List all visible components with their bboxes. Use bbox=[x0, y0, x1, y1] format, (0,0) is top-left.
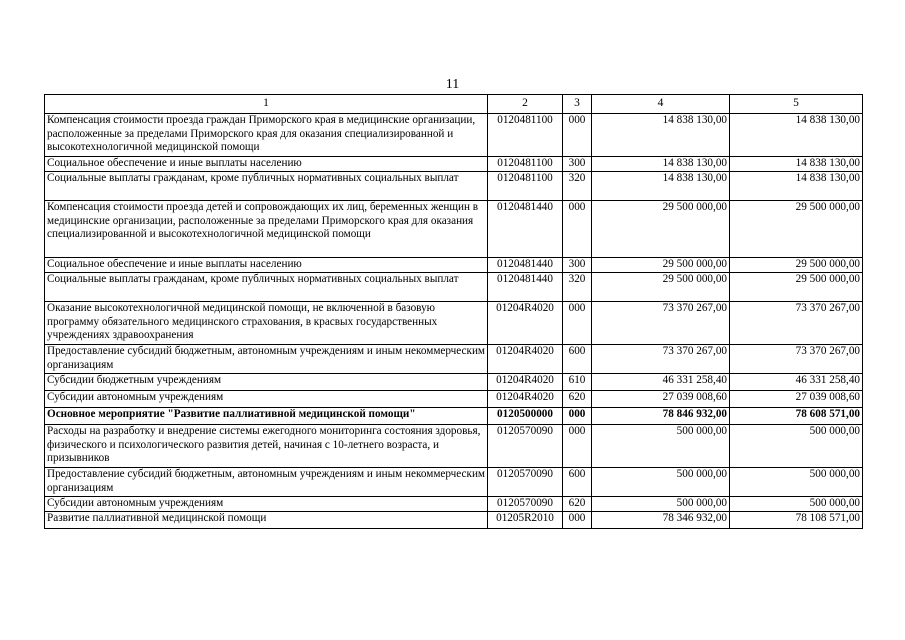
row-name: Субсидии автономным учреждениям bbox=[45, 391, 488, 408]
column-header-sum-2: 5 bbox=[730, 95, 863, 114]
table-row bbox=[45, 425, 863, 468]
row-kvr: 320 bbox=[563, 172, 592, 201]
row-code: 0120570090 bbox=[488, 425, 563, 468]
row-sum-2: 73 370 267,00 bbox=[730, 302, 863, 345]
row-kvr: 600 bbox=[563, 345, 592, 374]
row-sum-2: 29 500 000,00 bbox=[730, 273, 863, 302]
row-kvr: 000 bbox=[563, 114, 592, 157]
row-code: 0120481100 bbox=[488, 114, 563, 157]
row-name: Субсидии автономным учреждениям bbox=[45, 497, 488, 512]
row-sum-2: 29 500 000,00 bbox=[730, 201, 863, 258]
row-sum-1: 500 000,00 bbox=[592, 468, 730, 497]
table-row-main-activity bbox=[45, 408, 863, 425]
row-sum-2: 27 039 008,60 bbox=[730, 391, 863, 408]
row-code: 0120481100 bbox=[488, 157, 563, 172]
row-kvr: 620 bbox=[563, 497, 592, 512]
row-sum-1: 78 346 932,00 bbox=[592, 512, 730, 529]
row-code: 01204R4020 bbox=[488, 391, 563, 408]
row-sum-2: 14 838 130,00 bbox=[730, 172, 863, 201]
table-row bbox=[45, 497, 863, 512]
table-row bbox=[45, 172, 863, 201]
row-sum-2: 500 000,00 bbox=[730, 468, 863, 497]
row-sum-1: 14 838 130,00 bbox=[592, 157, 730, 172]
row-kvr: 000 bbox=[563, 408, 592, 425]
row-code: 01205R2010 bbox=[488, 512, 563, 529]
row-sum-2: 500 000,00 bbox=[730, 497, 863, 512]
row-sum-1: 500 000,00 bbox=[592, 425, 730, 468]
row-code: 0120481440 bbox=[488, 258, 563, 273]
table-row bbox=[45, 512, 863, 529]
row-code: 0120481440 bbox=[488, 201, 563, 258]
row-sum-1: 73 370 267,00 bbox=[592, 302, 730, 345]
row-sum-2: 78 608 571,00 bbox=[730, 408, 863, 425]
row-name: Субсидии бюджетным учреждениям bbox=[45, 374, 488, 391]
row-name: Социальное обеспечение и иные выплаты населению bbox=[45, 157, 488, 172]
row-sum-2: 73 370 267,00 bbox=[730, 345, 863, 374]
column-header-sum-1: 4 bbox=[592, 95, 730, 114]
row-name: Предоставление субсидий бюджетным, автономным учреждениям и иным некоммерческим организациям bbox=[45, 345, 488, 374]
row-name: Основное мероприятие "Развитие паллиативной медицинской помощи" bbox=[45, 408, 488, 425]
table-row bbox=[45, 258, 863, 273]
row-kvr: 000 bbox=[563, 425, 592, 468]
row-sum-1: 78 846 932,00 bbox=[592, 408, 730, 425]
row-name: Социальное обеспечение и иные выплаты населению bbox=[45, 258, 488, 273]
row-name: Оказание высокотехнологичной медицинской помощи, не включенной в базовую программу обязательного медицинского страхования, в красвых государственных учреждениях здравоохранения bbox=[45, 302, 488, 345]
row-name: Расходы на разработку и внедрение системы ежегодного мониторинга состояния здоровья, физического и психологического развития детей, начиная с 10-летнего возраста, и призывников bbox=[45, 425, 488, 468]
row-kvr: 610 bbox=[563, 374, 592, 391]
table-row bbox=[45, 302, 863, 345]
table-row bbox=[45, 201, 863, 258]
page-number: 11 bbox=[445, 77, 460, 92]
row-sum-1: 27 039 008,60 bbox=[592, 391, 730, 408]
row-name: Предоставление субсидий бюджетным, автономным учреждениям и иным некоммерческим организациям bbox=[45, 468, 488, 497]
row-code: 0120500000 bbox=[488, 408, 563, 425]
row-sum-1: 14 838 130,00 bbox=[592, 114, 730, 157]
row-sum-1: 500 000,00 bbox=[592, 497, 730, 512]
row-kvr: 000 bbox=[563, 302, 592, 345]
table-row bbox=[45, 345, 863, 374]
row-name: Социальные выплаты гражданам, кроме публичных нормативных социальных выплат bbox=[45, 172, 488, 201]
row-code: 01204R4020 bbox=[488, 345, 563, 374]
table-row bbox=[45, 391, 863, 408]
row-kvr: 300 bbox=[563, 157, 592, 172]
row-code: 01204R4020 bbox=[488, 302, 563, 345]
table-row bbox=[45, 114, 863, 157]
row-kvr: 600 bbox=[563, 468, 592, 497]
row-sum-1: 29 500 000,00 bbox=[592, 273, 730, 302]
row-sum-1: 73 370 267,00 bbox=[592, 345, 730, 374]
budget-table bbox=[44, 94, 863, 529]
row-kvr: 000 bbox=[563, 512, 592, 529]
row-code: 0120481100 bbox=[488, 172, 563, 201]
row-sum-2: 78 108 571,00 bbox=[730, 512, 863, 529]
row-sum-2: 14 838 130,00 bbox=[730, 157, 863, 172]
row-name: Развитие паллиативной медицинской помощи bbox=[45, 512, 488, 529]
column-header-kvr: 3 bbox=[563, 95, 592, 114]
row-sum-1: 29 500 000,00 bbox=[592, 258, 730, 273]
row-kvr: 300 bbox=[563, 258, 592, 273]
row-code: 0120481440 bbox=[488, 273, 563, 302]
row-sum-2: 29 500 000,00 bbox=[730, 258, 863, 273]
row-sum-2: 14 838 130,00 bbox=[730, 114, 863, 157]
row-sum-1: 46 331 258,40 bbox=[592, 374, 730, 391]
row-sum-2: 500 000,00 bbox=[730, 425, 863, 468]
table-row bbox=[45, 157, 863, 172]
column-header-name: 1 bbox=[45, 95, 488, 114]
table-header-row bbox=[45, 95, 863, 114]
row-name: Компенсация стоимости проезда детей и сопровождающих их лиц, беременных женщин в медицинские организации, расположенные за пределами Приморского края для оказания специализированной и высокотехнологичной медицинской помощи bbox=[45, 201, 488, 258]
row-code: 01204R4020 bbox=[488, 374, 563, 391]
row-code: 0120570090 bbox=[488, 497, 563, 512]
row-name: Социальные выплаты гражданам, кроме публичных нормативных социальных выплат bbox=[45, 273, 488, 302]
table-row bbox=[45, 374, 863, 391]
row-kvr: 320 bbox=[563, 273, 592, 302]
row-kvr: 000 bbox=[563, 201, 592, 258]
row-sum-1: 29 500 000,00 bbox=[592, 201, 730, 258]
column-header-code: 2 bbox=[488, 95, 563, 114]
table-row bbox=[45, 273, 863, 302]
row-sum-1: 14 838 130,00 bbox=[592, 172, 730, 201]
row-kvr: 620 bbox=[563, 391, 592, 408]
row-sum-2: 46 331 258,40 bbox=[730, 374, 863, 391]
row-name: Компенсация стоимости проезда граждан Приморского края в медицинские организации, расположенные за пределами Приморского края для оказания специализированной и высокотехнологичной медицинской помощи bbox=[45, 114, 488, 157]
row-code: 0120570090 bbox=[488, 468, 563, 497]
table-row bbox=[45, 468, 863, 497]
